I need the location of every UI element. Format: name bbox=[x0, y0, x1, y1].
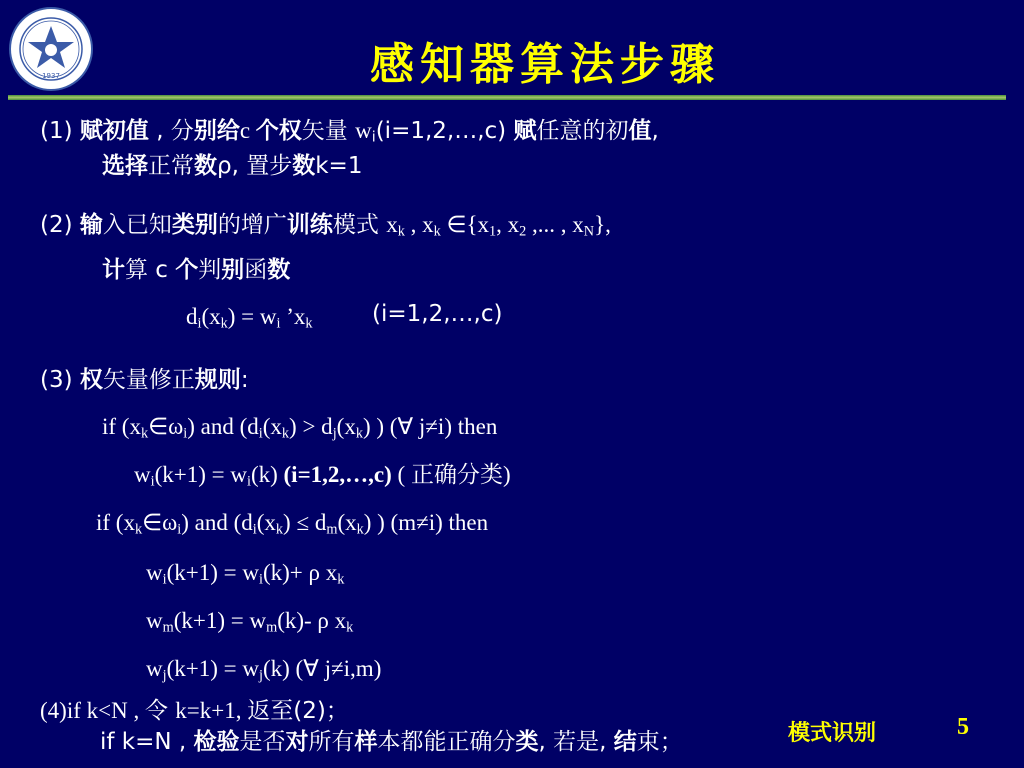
step2-line1: (2) 输入已知类别的增广训练模式 $x_k$ , $x_k$ $\in\{x_1$, $x_2$ ,... , $x_N$}, bbox=[40, 212, 611, 240]
condition-error: if $(x_k\in\omega_i)$ and ($d_i(x_k) \le d_m(x_k)$ ) (m≠i) then bbox=[96, 510, 489, 538]
step2-line2: 计算 c 个判别函数 bbox=[102, 257, 291, 283]
formula-range: (i=1,2,…,c) bbox=[372, 301, 503, 327]
step4-line1: (4)if k<N , 令 k=k+1, 返至(2)； bbox=[40, 698, 349, 724]
discriminant-formula: $d_i(x_k) = w_i$ $’x_k$ bbox=[186, 304, 313, 332]
update-wm: $w_m(k+1) = w_m(k)-$ ρ $x_k$ bbox=[146, 608, 354, 636]
slide-title: 感知器算法步骤 bbox=[370, 39, 720, 90]
title-divider bbox=[8, 95, 1006, 100]
condition-correct: if $(x_k\in\omega_i)$ and ($d_i(x_k) > d_j(x_k)$ ) (∀ j≠i) then bbox=[102, 414, 498, 442]
update-correct: $w_i(k+1) = w_i(k)$ (i=1,2,…,c) ( 正确分类) bbox=[134, 462, 511, 490]
university-seal-icon bbox=[8, 6, 94, 92]
step1-line2: 选择正常数ρ, 置步数k=1 bbox=[102, 153, 363, 179]
step1-line1: (1) 赋初值 , 分别给c 个权矢量 $w_i(i=1,2,\dots,c)$ 赋任意的初值, bbox=[40, 118, 659, 146]
update-wi: $w_i(k+1) = w_i(k)+ \rho$ $x_k$ bbox=[146, 560, 345, 588]
seal-year: 1937 bbox=[42, 72, 60, 80]
step4-line2: if k=N , 检验是否对所有样本都能正确分类, 若是, 结束； bbox=[100, 729, 683, 755]
step3-heading: (3) 权矢量修正规则: bbox=[40, 367, 249, 393]
update-wj: $w_j(k+1) = w_j(k)$ (∀ j≠i,m) bbox=[146, 656, 382, 684]
page-number: 5 bbox=[957, 714, 969, 740]
footer-course-label: 模式识别 bbox=[788, 721, 877, 746]
